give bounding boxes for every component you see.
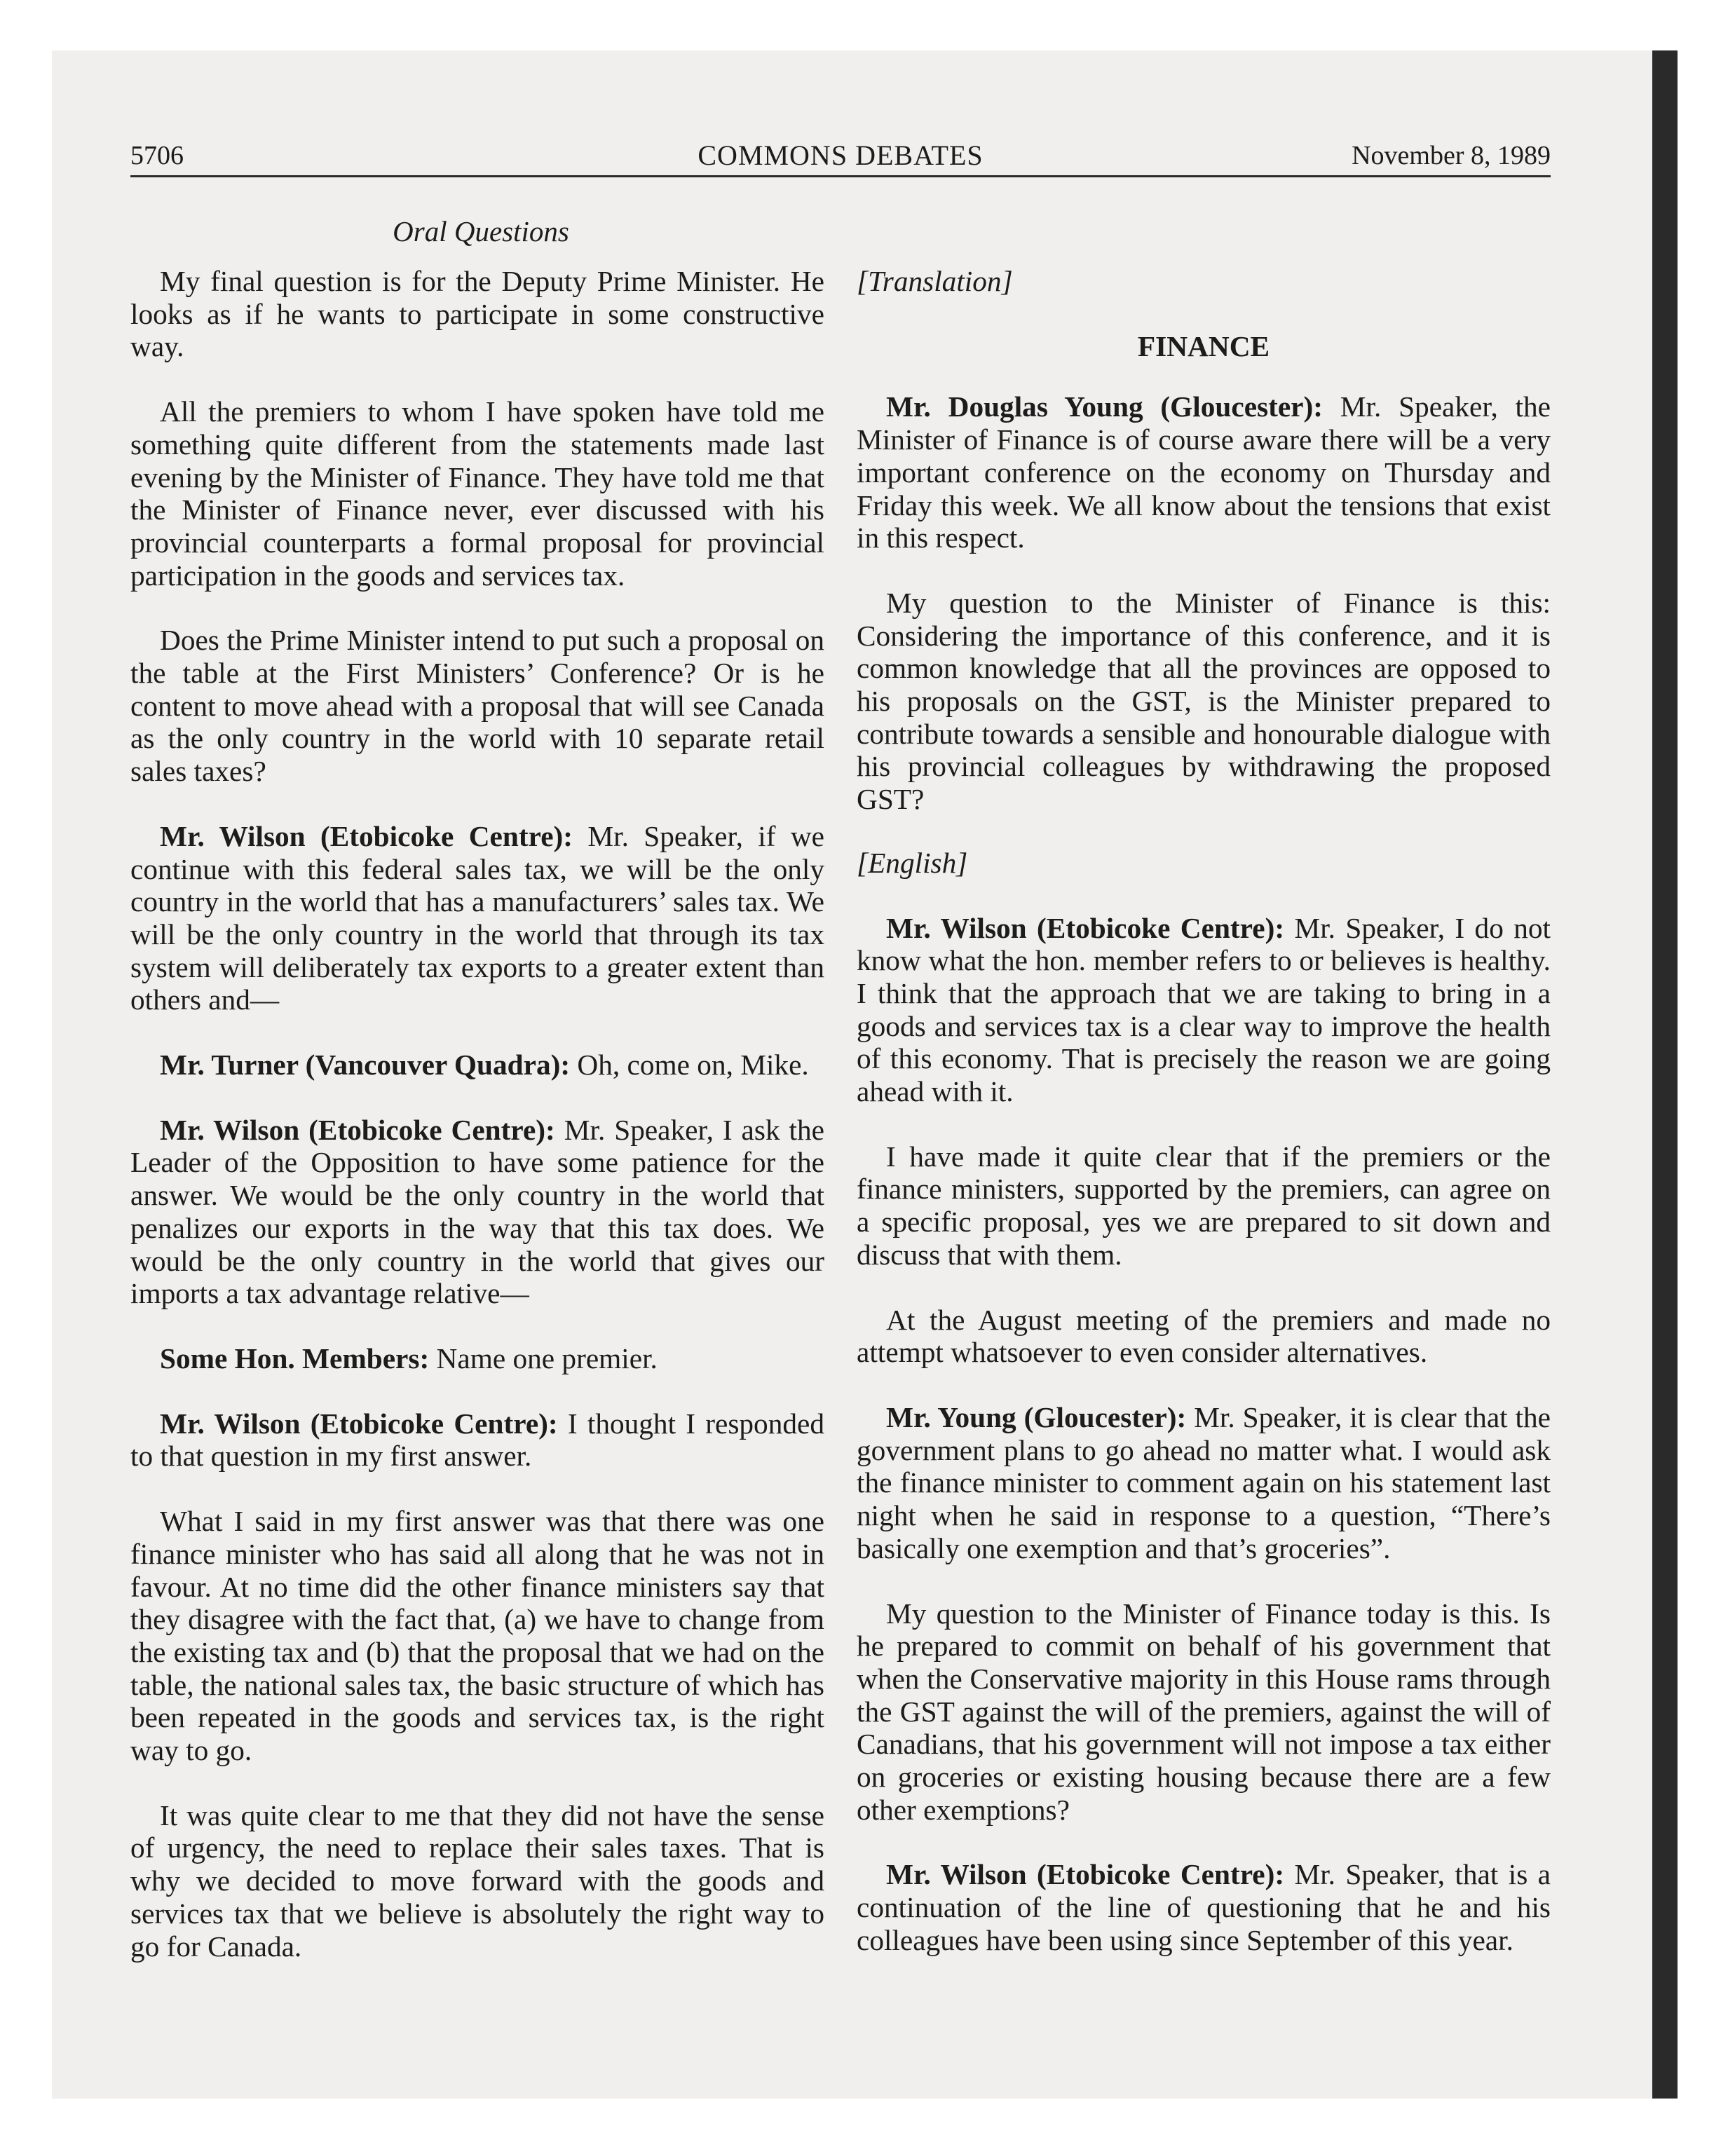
speech-text: Mr. Speaker, I ask the Leader of the Opposition to have some patience for the answer. We would be the only country in the world that penalizes our exports in the way that this tax does. We would be the only country in the world that gives our imports a tax advantage relative— <box>130 1113 824 1310</box>
paragraph <box>130 265 824 363</box>
paragraph <box>857 1304 1551 1369</box>
paragraph-text: At the August meeting of the premiers and made no attempt whatsoever to even consider alternatives. <box>857 1303 1551 1369</box>
speech <box>130 1049 824 1082</box>
speaker-name: Mr. Wilson (Etobicoke Centre): <box>886 911 1285 944</box>
speech-text: Mr. Speaker, it is clear that the government plans to go ahead no matter what. I would ask the finance minister to comment again on his statement last night when he said in response to a question, “There’s basically one exemption and that’s groceries”. <box>857 1400 1551 1564</box>
speaker-name: Mr. Douglas Young (Gloucester): <box>886 390 1324 423</box>
speech <box>857 390 1551 554</box>
speaker-name: Mr. Young (Gloucester): <box>886 1400 1187 1433</box>
paragraph-text: My question to the Minister of Finance today is this. Is he prepared to commit on behalf of his government that when the Conservative majority in this House rams through the GST against the will of the premiers, against the will of Canadians, that his government will not impose a tax either on groceries or existing housing because there are a few other exemptions? <box>857 1597 1551 1826</box>
speech-text: Name one premier. <box>436 1342 658 1374</box>
paragraph-text: My final question is for the Deputy Prime Minister. He looks as if he wants to participate in some constructive way. <box>130 265 824 363</box>
speech-text: Mr. Speaker, if we continue with this federal sales tax, we will be the only country in the world that has a manufacturers’ sales tax. We will be the only country in the world that through its tax system will deliberately tax exports to a greater extent than others and— <box>130 819 825 1016</box>
speech <box>857 1401 1551 1565</box>
issue-date: November 8, 1989 <box>1352 141 1551 170</box>
speech-text: Mr. Speaker, that is a continuation of the line of questioning that he and his colleagues have been using since September of this year. <box>857 1858 1551 1956</box>
paragraph-text: My question to the Minister of Finance is this: Considering the importance of this conference, and it is common knowledge that all the provinces are opposed to his proposals on the GST, is the Minister prepared to contribute towards a sensible and honourable dialogue with his provincial colleagues by withdrawing the proposed GST? <box>857 586 1551 816</box>
paragraph <box>130 395 824 592</box>
speech <box>130 1342 824 1375</box>
speaker-name: Mr. Wilson (Etobicoke Centre): <box>886 1858 1285 1891</box>
speech-text: Oh, come on, Mike. <box>577 1049 809 1082</box>
speaker-name: Mr. Wilson (Etobicoke Centre): <box>160 1113 555 1146</box>
paragraph-text: I have made it quite clear that if the premiers or the finance ministers, supported by the premiers, can agree on a specific proposal, yes we are prepared to sit down and discuss that with them. <box>857 1140 1551 1271</box>
speech-text: I thought I responded to that question in my first answer. <box>130 1407 824 1473</box>
speaker-name: Some Hon. Members: <box>160 1342 430 1374</box>
paragraph-text: Does the Prime Minister intend to put such a proposal on the table at the First Ministers’ Conference? Or is he content to move ahead with a proposal that will see Canada as the only country in the world with 10 separate retail sales taxes? <box>130 624 824 788</box>
paragraph <box>130 624 824 788</box>
journal-title: COMMONS DEBATES <box>698 139 984 171</box>
running-head <box>130 135 1551 177</box>
paragraph <box>130 1505 824 1767</box>
paragraph <box>130 1799 824 1963</box>
header-rule <box>130 175 1551 177</box>
speaker-name: Mr. Turner (Vancouver Quadra): <box>160 1049 571 1082</box>
page-number: 5706 <box>130 141 184 170</box>
subject-heading: FINANCE <box>1137 329 1270 362</box>
speech <box>130 820 824 1016</box>
speech-text: Mr. Speaker, I do not know what the hon. member refers to or believes is healthy. I think that the approach that we are taking to bring in a goods and services tax is a clear way to improve the health of this economy. That is precisely the reason we are going ahead with it. <box>857 911 1551 1108</box>
speaker-name: Mr. Wilson (Etobicoke Centre): <box>160 1407 558 1440</box>
translation-note: [Translation] <box>857 265 1013 297</box>
speech <box>130 1407 824 1473</box>
speaker-name: Mr. Wilson (Etobicoke Centre): <box>160 819 573 852</box>
paragraph-text: It was quite clear to me that they did not have the sense of urgency, the need to replace their sales taxes. That is why we decided to move forward with the goods and services tax that we believe is absolutely the right way to go for Canada. <box>130 1799 824 1963</box>
speech <box>130 1114 824 1310</box>
right-column <box>857 265 1551 1989</box>
paragraph <box>857 1597 1551 1827</box>
scan-edge <box>1652 50 1678 2099</box>
left-column <box>130 265 824 1995</box>
section-title: Oral Questions <box>393 215 569 247</box>
paragraph <box>857 587 1551 816</box>
speech <box>857 1858 1551 1956</box>
speech <box>857 912 1551 1108</box>
paragraph <box>857 1140 1551 1271</box>
speech-text: Mr. Speaker, the Minister of Finance is of course aware there will be a very important conference on the economy on Thursday and Friday this week. We all know about the tensions that exist in this respect. <box>857 390 1551 554</box>
paragraph-text: What I said in my first answer was that there was one finance minister who has said all along that he was not in favour. At no time did the other finance ministers say that they disagree with the fact that, (a) we have to change from the existing tax and (b) that the proposal that we had on the table, the national sales tax, the basic structure of which has been repeated in the goods and services tax, is the right way to go. <box>130 1505 824 1767</box>
language-note: [English] <box>857 846 968 879</box>
paragraph-text: All the premiers to whom I have spoken have told me something quite different from the statements made last evening by the Minister of Finance. They have told me that the Minister of Finance never, ever discussed with his provincial counterparts a formal proposal for provincial participation in the goods and services tax. <box>130 395 824 592</box>
